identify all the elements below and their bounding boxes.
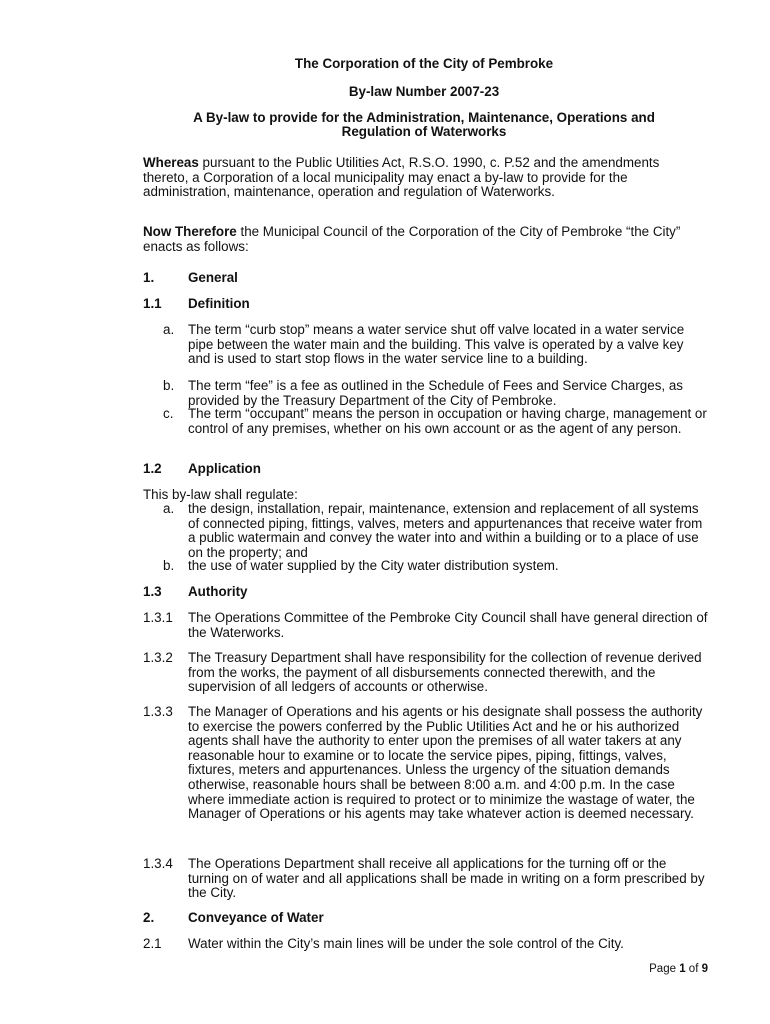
section-1-2-number: 1.2 xyxy=(143,461,162,476)
section-2-1-number: 2.1 xyxy=(143,936,162,951)
clause-1-3-1-text: The Operations Committee of the Pembroke City Council shall have general direction of the Waterworks. xyxy=(188,610,708,640)
section-2-title: Conveyance of Water xyxy=(188,910,324,925)
clause-1-3-2-number: 1.3.2 xyxy=(143,650,173,665)
section-1-3-title: Authority xyxy=(188,584,248,599)
section-1-1-number: 1.1 xyxy=(143,296,162,311)
application-a-letter: a. xyxy=(163,501,175,516)
page-total: 9 xyxy=(701,963,708,975)
page-label: Page xyxy=(649,963,680,975)
clause-1-3-4-number: 1.3.4 xyxy=(143,856,173,871)
section-2-1-text: Water within the City’s main lines will be under the sole control of the City. xyxy=(188,936,624,951)
bylaw-title-line1: A By-law to provide for the Administration, Maintenance, Operations and xyxy=(193,110,655,125)
application-b-letter: b. xyxy=(163,558,175,573)
page-number: 1 xyxy=(679,963,686,975)
definition-a-letter: a. xyxy=(163,322,175,337)
now-therefore-text: the Municipal Council of the Corporation of the City of Pembroke “the City” enacts as follows: xyxy=(143,224,681,254)
definition-c-letter: c. xyxy=(163,406,174,421)
definition-b-letter: b. xyxy=(163,378,175,393)
corporation-title: The Corporation of the City of Pembroke xyxy=(294,56,554,71)
clause-1-3-2-text: The Treasury Department shall have responsibility for the collection of revenue derived from the works, the payment of all disbursements connected therewith, and the supervision of all ledgers of accounts or otherwise. xyxy=(188,650,702,695)
application-intro: This by-law shall regulate: xyxy=(143,487,298,502)
section-1-1-title: Definition xyxy=(188,296,250,311)
definition-c-text: The term “occupant” means the person in occupation or having charge, management or control of any premises, whether on his own account or as the agent of any person. xyxy=(188,406,707,436)
clause-1-3-3-text: The Manager of Operations and his agents or his designate shall possess the authority to exercise the powers conferred by the Public Utilities Act and he or his authorized agents shall have the authority to enter upon the premises of all water takers at any reasonable hour to examine or to locate the service pipes, piping, fittings, valves, fixtures, meters and appurtenances. Unless the urgency of the situation demands otherwise, reasonable hours shall be between 8:00 a.m. and 4:00 p.m. In the case where immediate action is required to protect or to minimize the wastage of water, the Manager of Operations or his agents may take whatever action is deemed necessary. xyxy=(188,704,703,822)
whereas-paragraph xyxy=(143,156,703,200)
definition-b-text: The term “fee” is a fee as outlined in the Schedule of Fees and Service Charges, as provided by the Treasury Department of the City of Pembroke. xyxy=(188,378,683,408)
definition-a-text: The term “curb stop” means a water service shut off valve located in a water service pipe between the water main and the building. This valve is operated by a valve key and is used to start stop flows in the water service line to a building. xyxy=(188,322,685,367)
section-1-3-number: 1.3 xyxy=(143,584,162,599)
clause-1-3-4-text: The Operations Department shall receive all applications for the turning off or the turning on of water and all applications shall be made in writing on a form prescribed by the City. xyxy=(188,856,705,901)
now-therefore-bold: Now Therefore xyxy=(143,224,237,239)
section-1-2-title: Application xyxy=(188,461,261,476)
page-of: of xyxy=(685,963,702,975)
clause-1-3-1-number: 1.3.1 xyxy=(143,610,173,625)
bylaw-number: By-law Number 2007-23 xyxy=(348,84,500,99)
section-1-number: 1. xyxy=(143,270,155,285)
bylaw-title-line2: Regulation of Waterworks xyxy=(341,124,507,139)
clause-1-3-3-number: 1.3.3 xyxy=(143,704,173,719)
whereas-text: pursuant to the Public Utilities Act, R.S.O. 1990, c. P.52 and the amendments thereto, a Corporation of a local municipality may enact a by-law to provide for the administration, maintenance, operation and regulation of Waterworks. xyxy=(143,155,660,200)
page-footer xyxy=(649,962,708,977)
application-a-text: the design, installation, repair, maintenance, extension and replacement of all systems of connected piping, fittings, valves, meters and appurtenances that receive water from a public watermain and convey the water into and within a building or to a place of use on the property; and xyxy=(188,501,703,560)
application-b-text: the use of water supplied by the City water distribution system. xyxy=(188,558,559,573)
section-1-title: General xyxy=(188,270,238,285)
whereas-bold: Whereas xyxy=(143,155,199,170)
section-2-number: 2. xyxy=(143,910,155,925)
now-therefore-paragraph xyxy=(143,225,703,254)
